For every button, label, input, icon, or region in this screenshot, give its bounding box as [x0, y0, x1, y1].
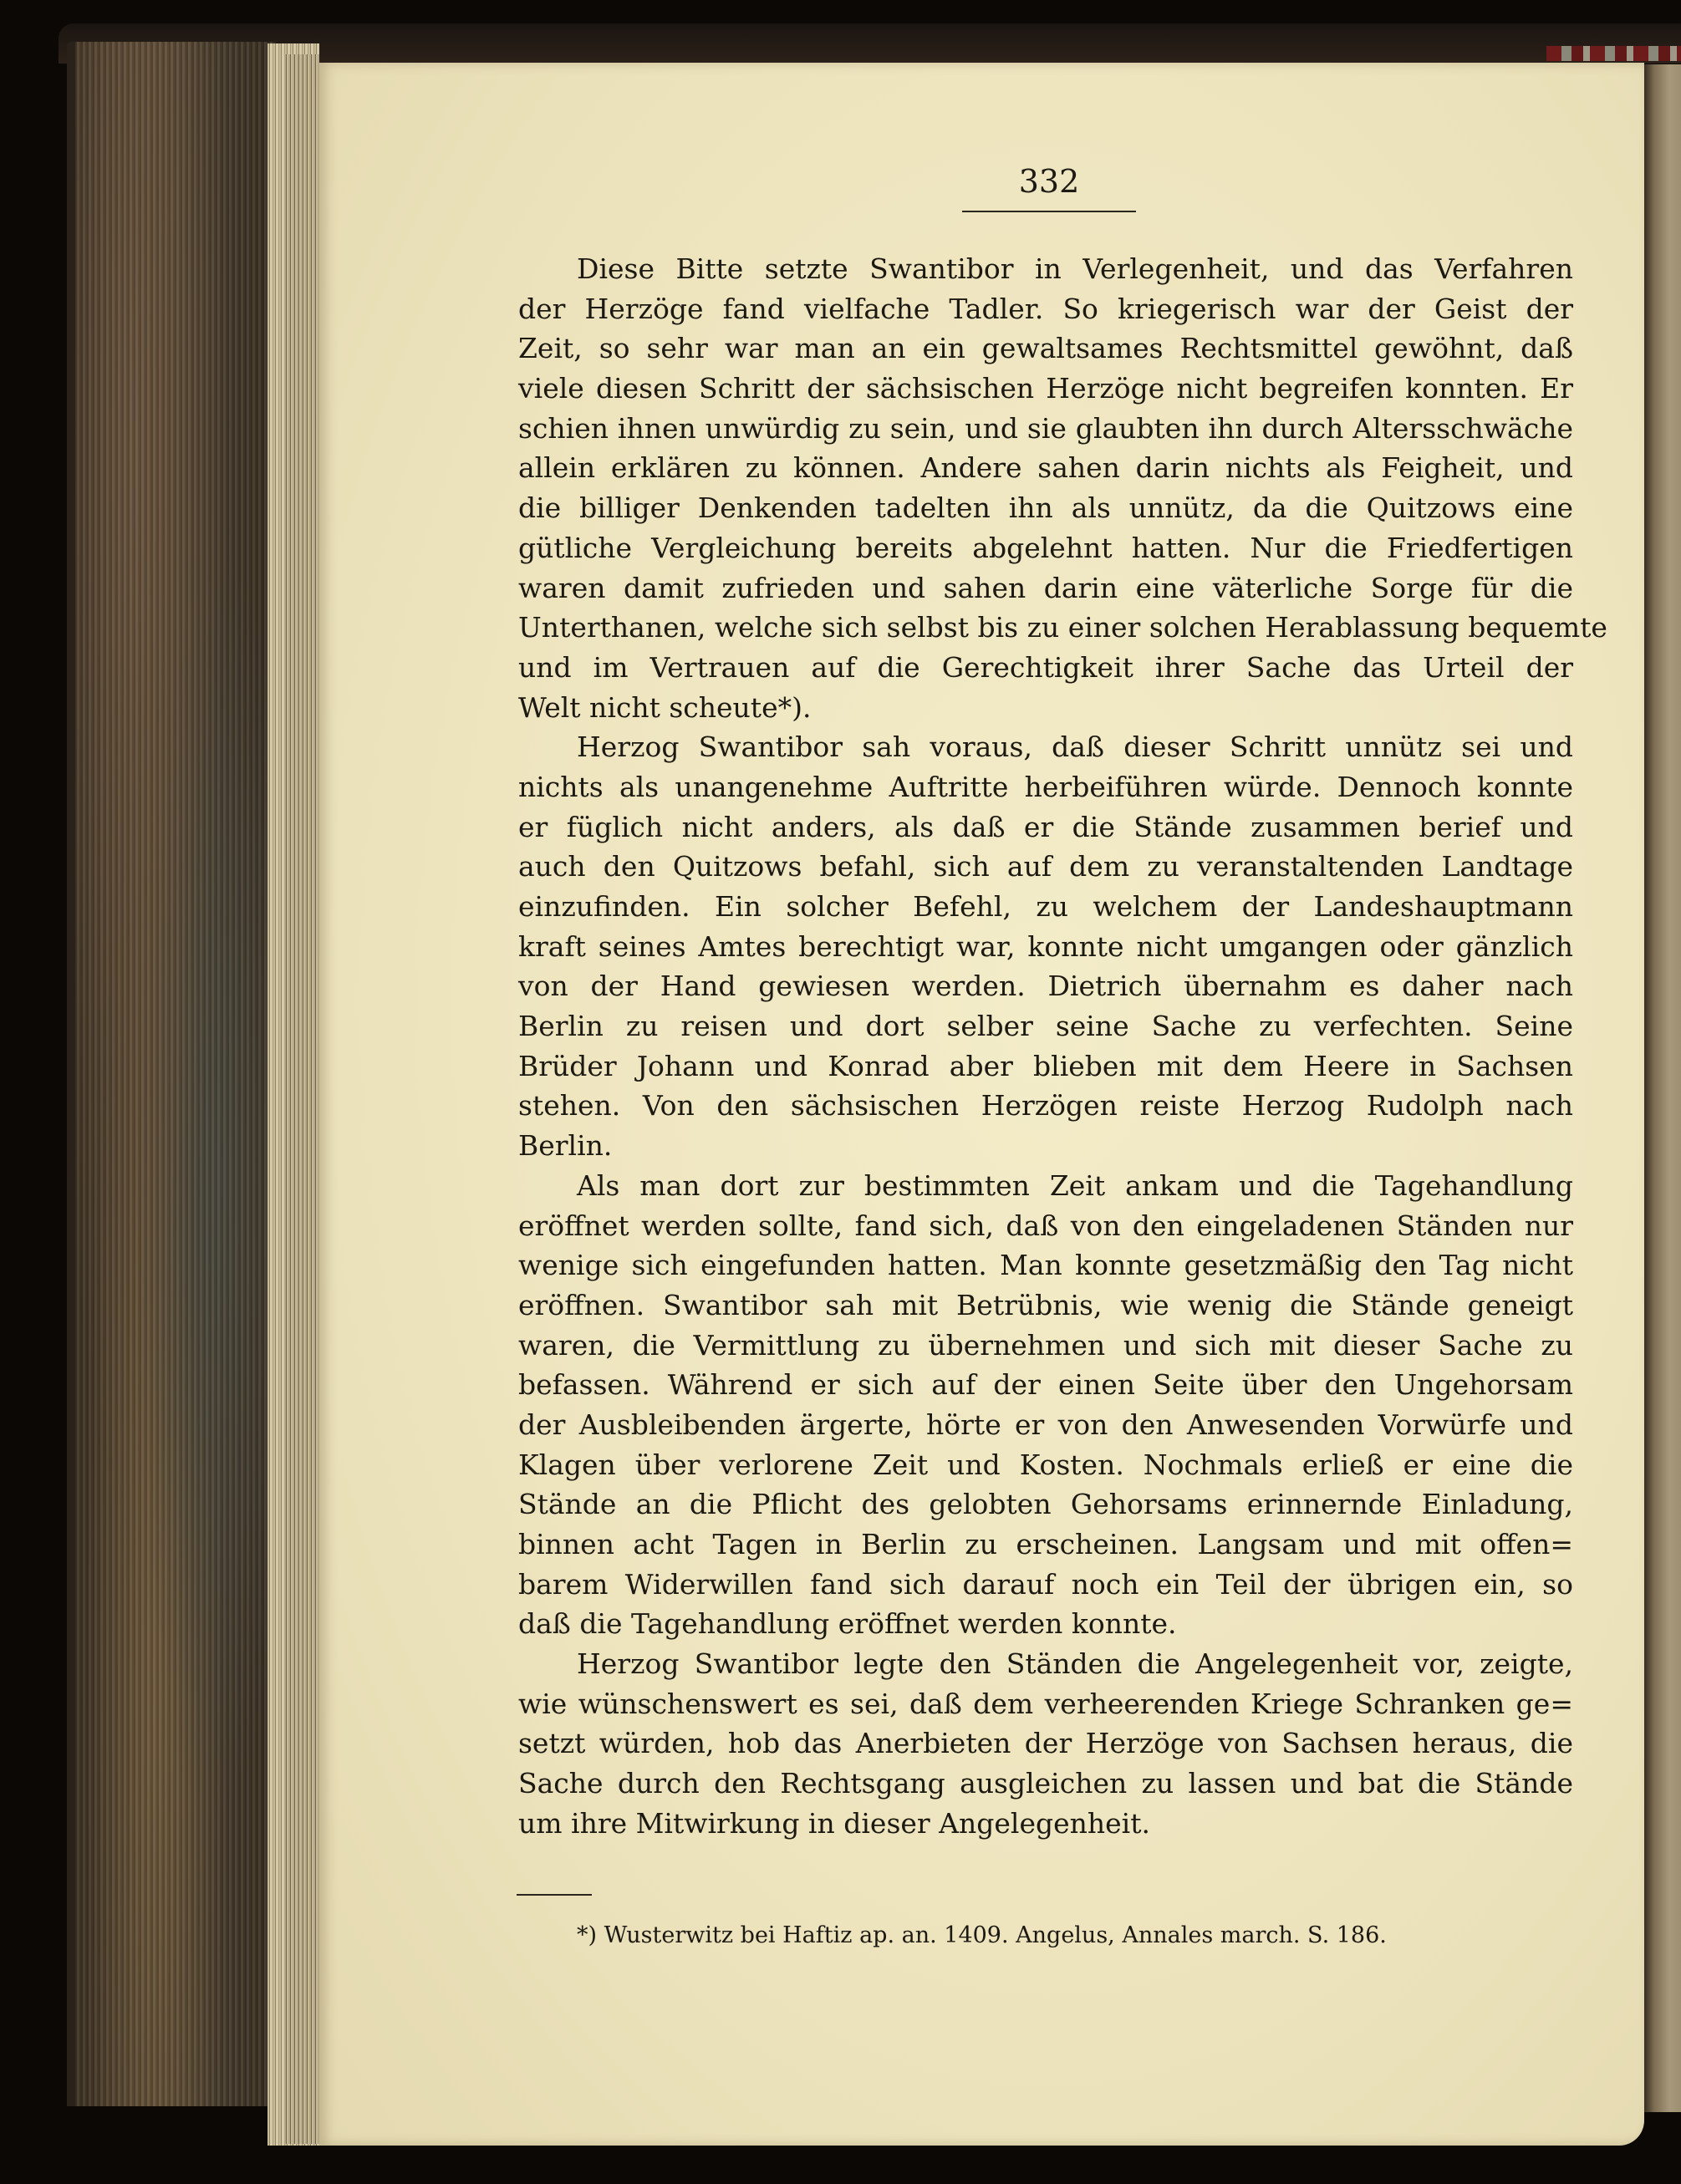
text-line: der Ausbleibenden ärgerte, hörte er von den Anwesenden Vorwürfe und: [518, 1408, 1573, 1441]
text-line: Unterthanen, welche sich selbst bis zu einer solchen Herablassung bequemte: [518, 611, 1607, 644]
text-line: Stände an die Pflicht des gelobten Gehorsams erinnernde Einladung,: [518, 1488, 1573, 1521]
text-line: Herzog Swantibor sah voraus, daß dieser Schritt unnütz sei und: [577, 731, 1573, 764]
paragraph: [518, 1166, 1573, 1644]
text-line: Als man dort zur bestimmten Zeit ankam und die Tagehandlung: [577, 1168, 1573, 1202]
text-line: eröffnet werden sollte, fand sich, daß von den eingeladenen Ständen nur: [518, 1209, 1573, 1242]
text-line: Klagen über verlorene Zeit und Kosten. Nochmals erließ er eine die: [518, 1448, 1573, 1481]
text-line: setzt würden, hob das Anerbieten der Herzöge von Sachsen heraus, die: [518, 1727, 1573, 1760]
text-line: und im Vertrauen auf die Gerechtigkeit ihrer Sache das Urteil der: [518, 650, 1573, 684]
text-line: daß die Tagehandlung eröffnet werden konnte.: [518, 1607, 1177, 1641]
paragraph: [518, 1644, 1573, 1843]
text-line: der Herzöge fand vielfache Tadler. So kriegerisch war der Geist der: [518, 292, 1573, 325]
text-line: befassen. Während er sich auf der einen Seite über den Ungehorsam: [518, 1368, 1573, 1402]
footnote: *) Wusterwitz bei Haftiz ap. an. 1409. Angelus, Annales march. S. 186.: [577, 1922, 1387, 1948]
text-line: barem Widerwillen fand sich darauf noch ein Teil der übrigen ein, so: [518, 1567, 1573, 1601]
page-body-text: [518, 249, 1607, 1844]
text-line: einzufinden. Ein solcher Befehl, zu welchem der Landeshauptmann: [518, 890, 1573, 923]
text-line: gütliche Vergleichung bereits abgelehnt hatten. Nur die Friedfertigen: [518, 531, 1573, 564]
text-line: allein erklären zu können. Andere sahen darin nichts als Feigheit, und: [518, 451, 1573, 485]
text-line: Berlin zu reisen und dort selber seine Sache zu verfechten. Seine: [518, 1010, 1573, 1043]
text-line: eröffnen. Swantibor sah mit Betrübnis, wie wenig die Stände geneigt: [518, 1288, 1573, 1321]
footnote-rule: [517, 1894, 592, 1896]
paragraph: [518, 249, 1607, 727]
text-line: um ihre Mitwirkung in dieser Angelegenheit.: [518, 1806, 1150, 1840]
text-line: auch den Quitzows befahl, sich auf dem zu veranstaltenden Landtage: [518, 850, 1573, 883]
text-line: kraft seines Amtes berechtigt war, konnte nicht umgangen oder gänzlich: [518, 929, 1573, 963]
text-line: wie wünschenswert es sei, daß dem verheerenden Kriege Schranken ge=: [518, 1687, 1573, 1720]
text-line: Diese Bitte setzte Swantibor in Verlegenheit, und das Verfahren: [577, 252, 1573, 285]
page-stack-edges-inner: [284, 54, 319, 2144]
text-line: von der Hand gewiesen werden. Dietrich übernahm es daher nach: [518, 970, 1573, 1003]
book-headband: [1546, 46, 1681, 61]
text-line: Brüder Johann und Konrad aber blieben mit dem Heere in Sachsen: [518, 1049, 1573, 1082]
text-line: stehen. Von den sächsischen Herzögen reiste Herzog Rudolph nach: [518, 1089, 1573, 1123]
text-line: Welt nicht scheute*).: [518, 690, 812, 724]
text-line: waren damit zufrieden und sahen darin eine väterliche Sorge für die: [518, 571, 1573, 604]
text-line: Herzog Swantibor legte den Ständen die Angelegenheit vor, zeigte,: [577, 1647, 1573, 1681]
book-gutter: [1643, 64, 1681, 2112]
page-number: 332: [1018, 163, 1080, 200]
text-line: wenige sich eingefunden hatten. Man konnte gesetzmäßig den Tag nicht: [518, 1249, 1573, 1282]
text-line: Sache durch den Rechtsgang ausgleichen zu lassen und bat die Stände: [518, 1767, 1573, 1800]
text-line: Berlin.: [518, 1129, 613, 1163]
text-line: nichts als unangenehme Auftritte herbeiführen würde. Dennoch konnte: [518, 770, 1573, 803]
page-number-rule: [962, 211, 1136, 212]
text-line: binnen acht Tagen in Berlin zu erscheinen. Langsam und mit offen=: [518, 1528, 1573, 1560]
text-line: Zeit, so sehr war man an ein gewaltsames Rechtsmittel gewöhnt, daß: [518, 332, 1573, 365]
text-line: waren, die Vermittlung zu übernehmen und sich mit dieser Sache zu: [518, 1328, 1573, 1362]
text-line: viele diesen Schritt der sächsischen Herzöge nicht begreifen konnten. Er: [518, 372, 1573, 405]
book-fore-edge-marbled: [67, 42, 276, 2106]
text-line: er füglich nicht anders, als daß er die Stände zusammen berief und: [518, 810, 1573, 843]
text-line: schien ihnen unwürdig zu sein, und sie glaubten ihn durch Altersschwäche: [518, 411, 1573, 445]
paragraph: [518, 727, 1573, 1166]
text-line: die billiger Denkenden tadelten ihn als unnütz, da die Quitzows eine: [518, 491, 1573, 525]
